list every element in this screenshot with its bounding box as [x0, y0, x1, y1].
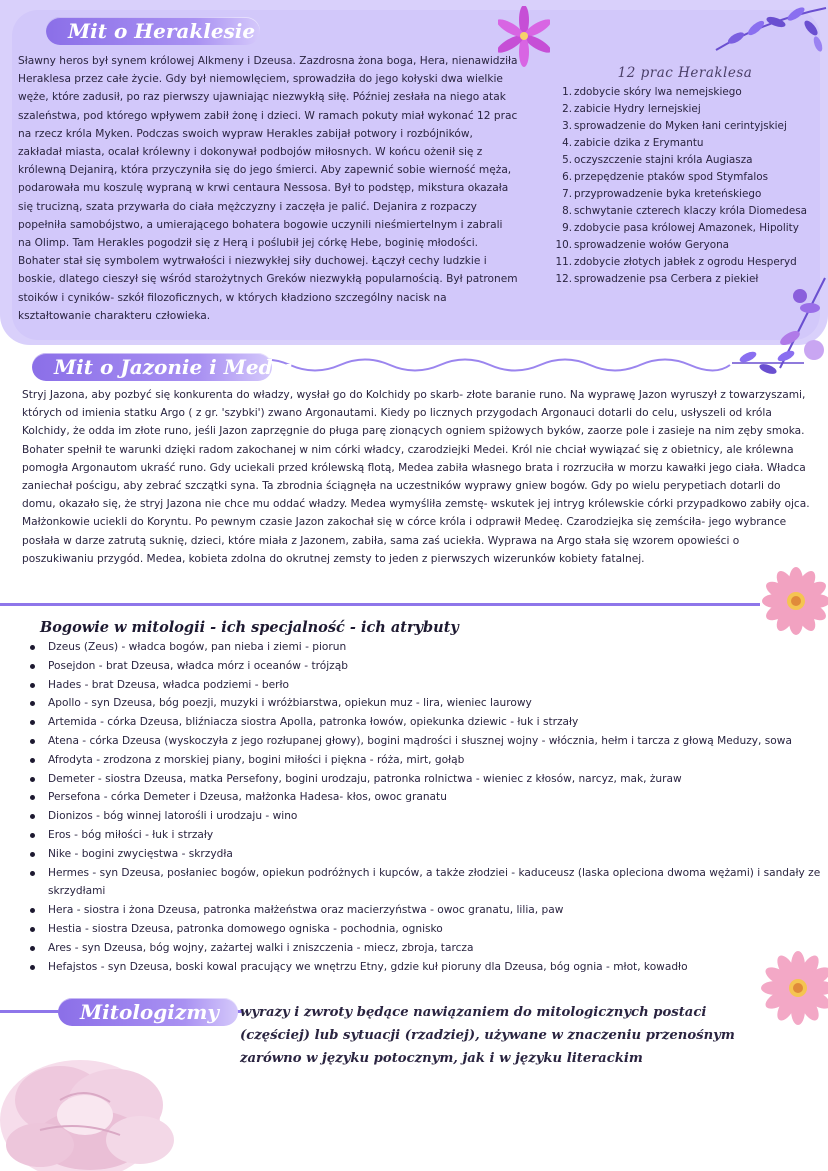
labour-number: 3. — [562, 120, 572, 132]
pink-daisy-icon — [760, 566, 828, 636]
labours-list — [548, 84, 823, 288]
purple-leaves-icon — [706, 0, 828, 64]
section-divider — [0, 603, 760, 606]
god-item: Dzeus (Zeus) - władca bogów, pan nieba i ziemi - piorun — [24, 638, 824, 657]
labours-title: 12 prac Heraklesa — [617, 65, 753, 81]
god-item: Posejdon - brat Dzeusa, władca mórz i oceanów - trójząb — [24, 657, 824, 676]
god-item: Afrodyta - zrodzona z morskiej piany, bogini miłości i piękna - róża, mirt, gołąb — [24, 751, 824, 770]
labour-number: 7. — [562, 188, 572, 200]
god-item: Hera - siostra i żona Dzeusa, patronka małżeństwa oraz macierzyństwa - owoc granatu, lilia, paw — [24, 901, 824, 920]
labour-item — [548, 118, 823, 135]
labour-text: przyprowadzenie byka kreteńskiego — [574, 188, 762, 200]
labour-text: zdobycie skóry lwa nemejskiego — [574, 86, 742, 98]
heracles-title: Mit o Heraklesie — [46, 17, 260, 45]
labour-text: sprowadzenie do Myken łani cerintyjskiej — [574, 120, 787, 132]
labour-number: 9. — [562, 222, 572, 234]
swirl-divider-icon — [220, 352, 740, 378]
labour-number: 4. — [562, 137, 572, 149]
god-item: Ares - syn Dzeusa, bóg wojny, zażartej walki i zniszczenia - miecz, zbroja, tarcza — [24, 939, 824, 958]
labour-number: 8. — [562, 205, 572, 217]
labour-text: sprowadzenie wołów Geryona — [574, 239, 730, 251]
labour-item — [548, 203, 823, 220]
labour-text: zdobycie pasa królowej Amazonek, Hipolity — [574, 222, 799, 234]
labour-number: 6. — [562, 171, 572, 183]
labour-item — [548, 186, 823, 203]
labour-item — [548, 84, 823, 101]
labour-text: zdobycie złotych jabłek z ogrodu Hesperyd — [574, 256, 797, 268]
labour-text: schwytanie czterech klaczy króla Diomedesa — [574, 205, 808, 217]
labour-item — [548, 169, 823, 186]
gods-list — [24, 638, 824, 976]
god-item: Hestia - siostra Dzeusa, patronka domowego ogniska - pochodnia, ognisko — [24, 920, 824, 939]
gods-title: Bogowie w mitologii - ich specjalność - ich atrybuty — [40, 619, 459, 636]
god-item: Hades - brat Dzeusa, władca podziemi - berło — [24, 676, 824, 695]
labour-number: 10. — [555, 239, 572, 251]
labour-item — [548, 220, 823, 237]
labour-item — [548, 152, 823, 169]
mitologizmy-definition: wyrazy i zwroty będące nawiązaniem do mitologicznych postaci (częściej) lub sytuacji (rzadziej), używane w znaczeniu przenośnym zarówno w języku potocznym, jak i w języku literackim — [240, 1005, 735, 1066]
god-item: Nike - bogini zwycięstwa - skrzydła — [24, 845, 824, 864]
labour-text: sprowadzenie psa Cerbera z piekieł — [574, 273, 759, 285]
labour-item — [548, 101, 823, 118]
god-item: Atena - córka Dzeusa (wyskoczyła z jego rozłupanej głowy), bogini mądrości i słusznej wojny - włócznia, hełm i tarcza z głową Meduzy, sowa — [24, 732, 824, 751]
labour-number: 5. — [562, 154, 572, 166]
god-item: Apollo - syn Dzeusa, bóg poezji, muzyki i wróżbiarstwa, opiekun muz - lira, wieniec laurowy — [24, 694, 824, 713]
labour-text: zabicie Hydry lernejskiej — [574, 103, 701, 115]
labour-number: 12. — [555, 273, 572, 285]
god-item: Dionizos - bóg winnej latorośli i urodzaju - wino — [24, 807, 824, 826]
labour-item — [548, 135, 823, 152]
god-item: Hefajstos - syn Dzeusa, boski kowal pracujący we wnętrzu Etny, gdzie kuł pioruny dla Dzeusa, bóg ognia - młot, kowadło — [24, 958, 824, 977]
god-item: Demeter - siostra Dzeusa, matka Persefony, bogini urodzaju, patronka rolnictwa - wieniec z kłosów, narcyz, mak, żuraw — [24, 770, 824, 789]
peony-flower-icon — [0, 1030, 190, 1171]
mitologizmy-title: Mitologizmy — [58, 998, 238, 1026]
labour-text: oczyszczenie stajni króla Augiasza — [574, 154, 753, 166]
labour-text: zabicie dzika z Erymantu — [574, 137, 704, 149]
labour-number: 1. — [562, 86, 572, 98]
purple-leaves-icon — [728, 343, 808, 379]
god-item: Persefona - córka Demeter i Dzeusa, małżonka Hadesa- kłos, owoc granatu — [24, 788, 824, 807]
labour-item — [548, 237, 823, 254]
lily-flower-icon — [498, 6, 550, 72]
god-item: Artemida - córka Dzeusa, bliźniacza siostra Apolla, patronka łowów, opiekunka dziewic - łuk i strzały — [24, 713, 824, 732]
labour-number: 2. — [562, 103, 572, 115]
god-item: Eros - bóg miłości - łuk i strzały — [24, 826, 824, 845]
jason-title: Mit o Jazonie i Medei — [32, 353, 272, 381]
labour-text: przepędzenie ptaków spod Stymfalos — [574, 171, 769, 183]
jason-paragraph: Stryj Jazona, aby pozbyć się konkurenta do władzy, wysłał go do Kolchidy po skarb- złote baranie runo. Na wyprawę Jazon wyruszył z towarzyszami, których od imienia statku Argo ( z gr. 'szybki') zwano Argonautami. Kiedy po licznych przygodach Argonauci dotarli do celu, usłyszeli od króla Kolchidy, że odda im złote runo, jeśli Jazon zaprzęgnie do pługa parę zionących ogniem spiżowych byków, zaorze pole i zasieje na nim zęby smoka. Bohater spełnił te warunki dzięki radom zakochanej w nim córki władcy, czarodziejki Medei. Król nie chciał wywiązać się z obietnicy, ale królewna pomogła Argonautom ukraść runo. Gdy uciekali przed królewską flotą, Medea zabiła własnego brata i rozrzuciła w morzu kawałki jego ciała. Władca zaniechał pościgu, aby zebrać szczątki syna. Ta zbrodnia ściągnęła na uczestników wyprawy gniew bogów. Gdy po wielu perypetiach dotarli do domu, okazało się, że stryj Jazona nie chce mu oddać władzy. Medea wymyśliła zemstę- wskutek jej intryg królewskie córki przypadkowo zabiły ojca. Małżonkowie uciekli do Koryntu. Po pewnym czasie Jazon zakochał się w córce króla i odprawił Medeę. Czarodziejka się zemściła- jego wybrance posłała w darze zatrutą suknię, dzieci, które miała z Jazonem, zabiła, sama zaś uciekła. Wyprawa na Argo stała się wzorem opowieści o poszukiwaniu przygód. Medea, kobieta zdolna do okrutnej zemsty to jeden z pierwszych wizerunków kobiety fatalnej. — [22, 389, 810, 565]
labour-number: 11. — [555, 256, 572, 268]
god-item: Hermes - syn Dzeusa, posłaniec bogów, opiekun podróżnych i kupców, a także złodziei - kaduceusz (laska opleciona dwoma wężami) i sandały ze skrzydłami — [24, 864, 824, 902]
heracles-paragraph: Sławny heros był synem królowej Alkmeny i Dzeusa. Zazdrosna żona boga, Hera, nienawidziła Heraklesa przez całe życie. Gdy był niemowlęciem, sprowadziła do jego kołyski dwa wielkie węże, które zadusił, po raz pierwszy ujawniając niezwykłą siłę. Później zesłała na niego atak szaleństwa, pod którego wpływem zabił żonę i dzieci. W ramach pokuty miał wykonać 12 prac na rzecz króla Myken. Podczas swoich wypraw Herakles zabijał potwory i rozbójników, zakładał miasta, ocalał królewny i dokonywał podbojów miłosnych. W końcu ożenił się z królewną Dejanirą, która przyczyniła się do jego śmierci. Aby zapewnić sobie wierność męża, podarowała mu koszulę wypraną w krwi centaura Nessosa. Był to podstęp, mikstura okazała się trucizną, szata przywarła do ciała mężczyzny i zaczęła je palić. Dejanira z rozpaczy popełniła samobójstwo, a umierającego bohatera bogowie uczynili nieśmiertelnym i zabrali na Olimp. Tam Herakles pogodził się z Herą i poślubił jej córkę Hebe, boginię młodości. Bohater stał się symbolem wytrwałości i niezwykłej siły duchowej. Łączył cechy ludzkie i boskie, dlatego cieszył się wśród starożytnych Greków niezwykłą popularnością. Był patronem stoików i cyników- szkół filozoficznych, w których kładziono szczególny nacisk na kształtowanie charakteru człowieka. — [18, 55, 518, 322]
